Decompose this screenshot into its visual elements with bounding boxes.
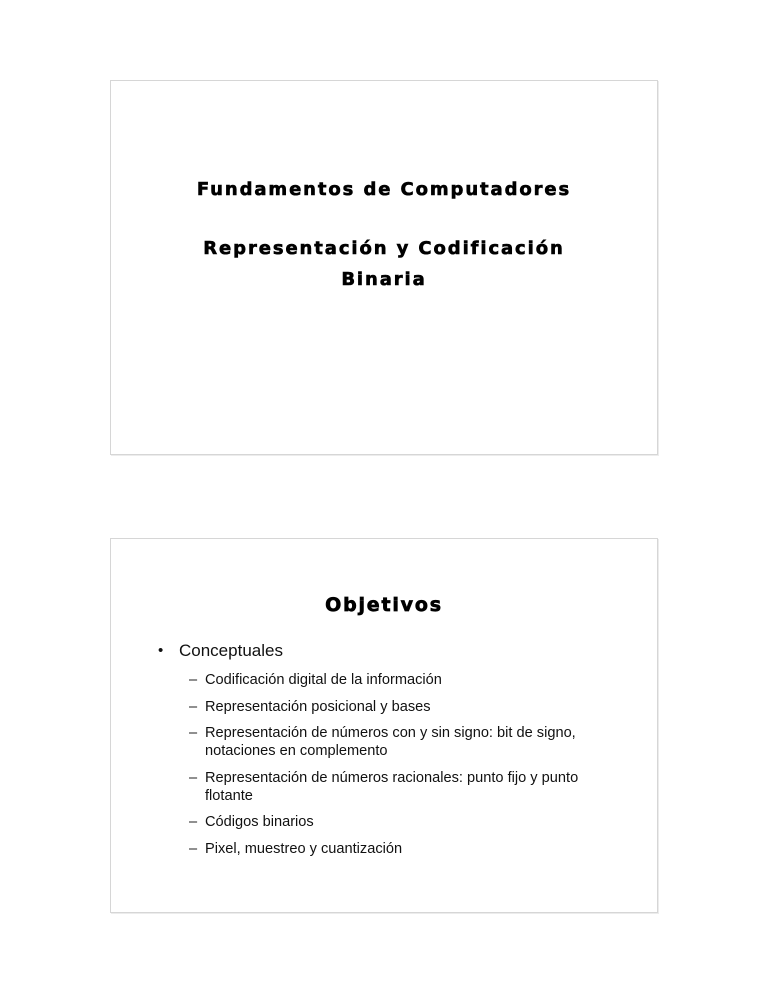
topic-title-line-1: Representación y Codificación <box>203 238 565 259</box>
objectives-slide <box>110 538 658 913</box>
title-slide <box>110 80 658 455</box>
sub-item <box>111 698 657 716</box>
sub-item <box>111 769 657 805</box>
topic-title-line-2: Binaria <box>341 269 427 290</box>
dash-icon: – <box>189 840 198 857</box>
sub-item-label: Representación de números racionales: punto fijo y punto flotante <box>205 769 579 804</box>
dash-icon: – <box>189 672 198 688</box>
bullet-list <box>111 641 657 866</box>
dash-icon: – <box>189 769 198 786</box>
sub-item-label: Pixel, muestreo y cuantización <box>205 840 403 857</box>
dash-icon: – <box>189 698 198 715</box>
sub-item-label: Códigos binarios <box>205 814 314 830</box>
slide-heading: Objetivos <box>325 594 443 616</box>
bullet-dot-icon: • <box>158 642 164 659</box>
bullet-label: Conceptuales <box>179 641 283 660</box>
sub-item <box>111 671 657 689</box>
sub-item <box>111 724 657 760</box>
sub-item <box>111 813 657 831</box>
dash-icon: – <box>189 814 198 830</box>
course-title: Fundamentos de Computadores <box>196 179 572 200</box>
sub-item-label: Representación posicional y bases <box>205 698 431 715</box>
bullet-item-conceptuales <box>111 641 657 858</box>
dash-icon: – <box>189 725 198 741</box>
sub-item-label: Representación de números con y sin signo: bit de signo, notaciones en complemento <box>205 725 576 759</box>
sub-item <box>111 840 657 858</box>
sub-bullet-list <box>179 671 657 858</box>
sub-item-label: Codificación digital de la información <box>205 672 442 688</box>
